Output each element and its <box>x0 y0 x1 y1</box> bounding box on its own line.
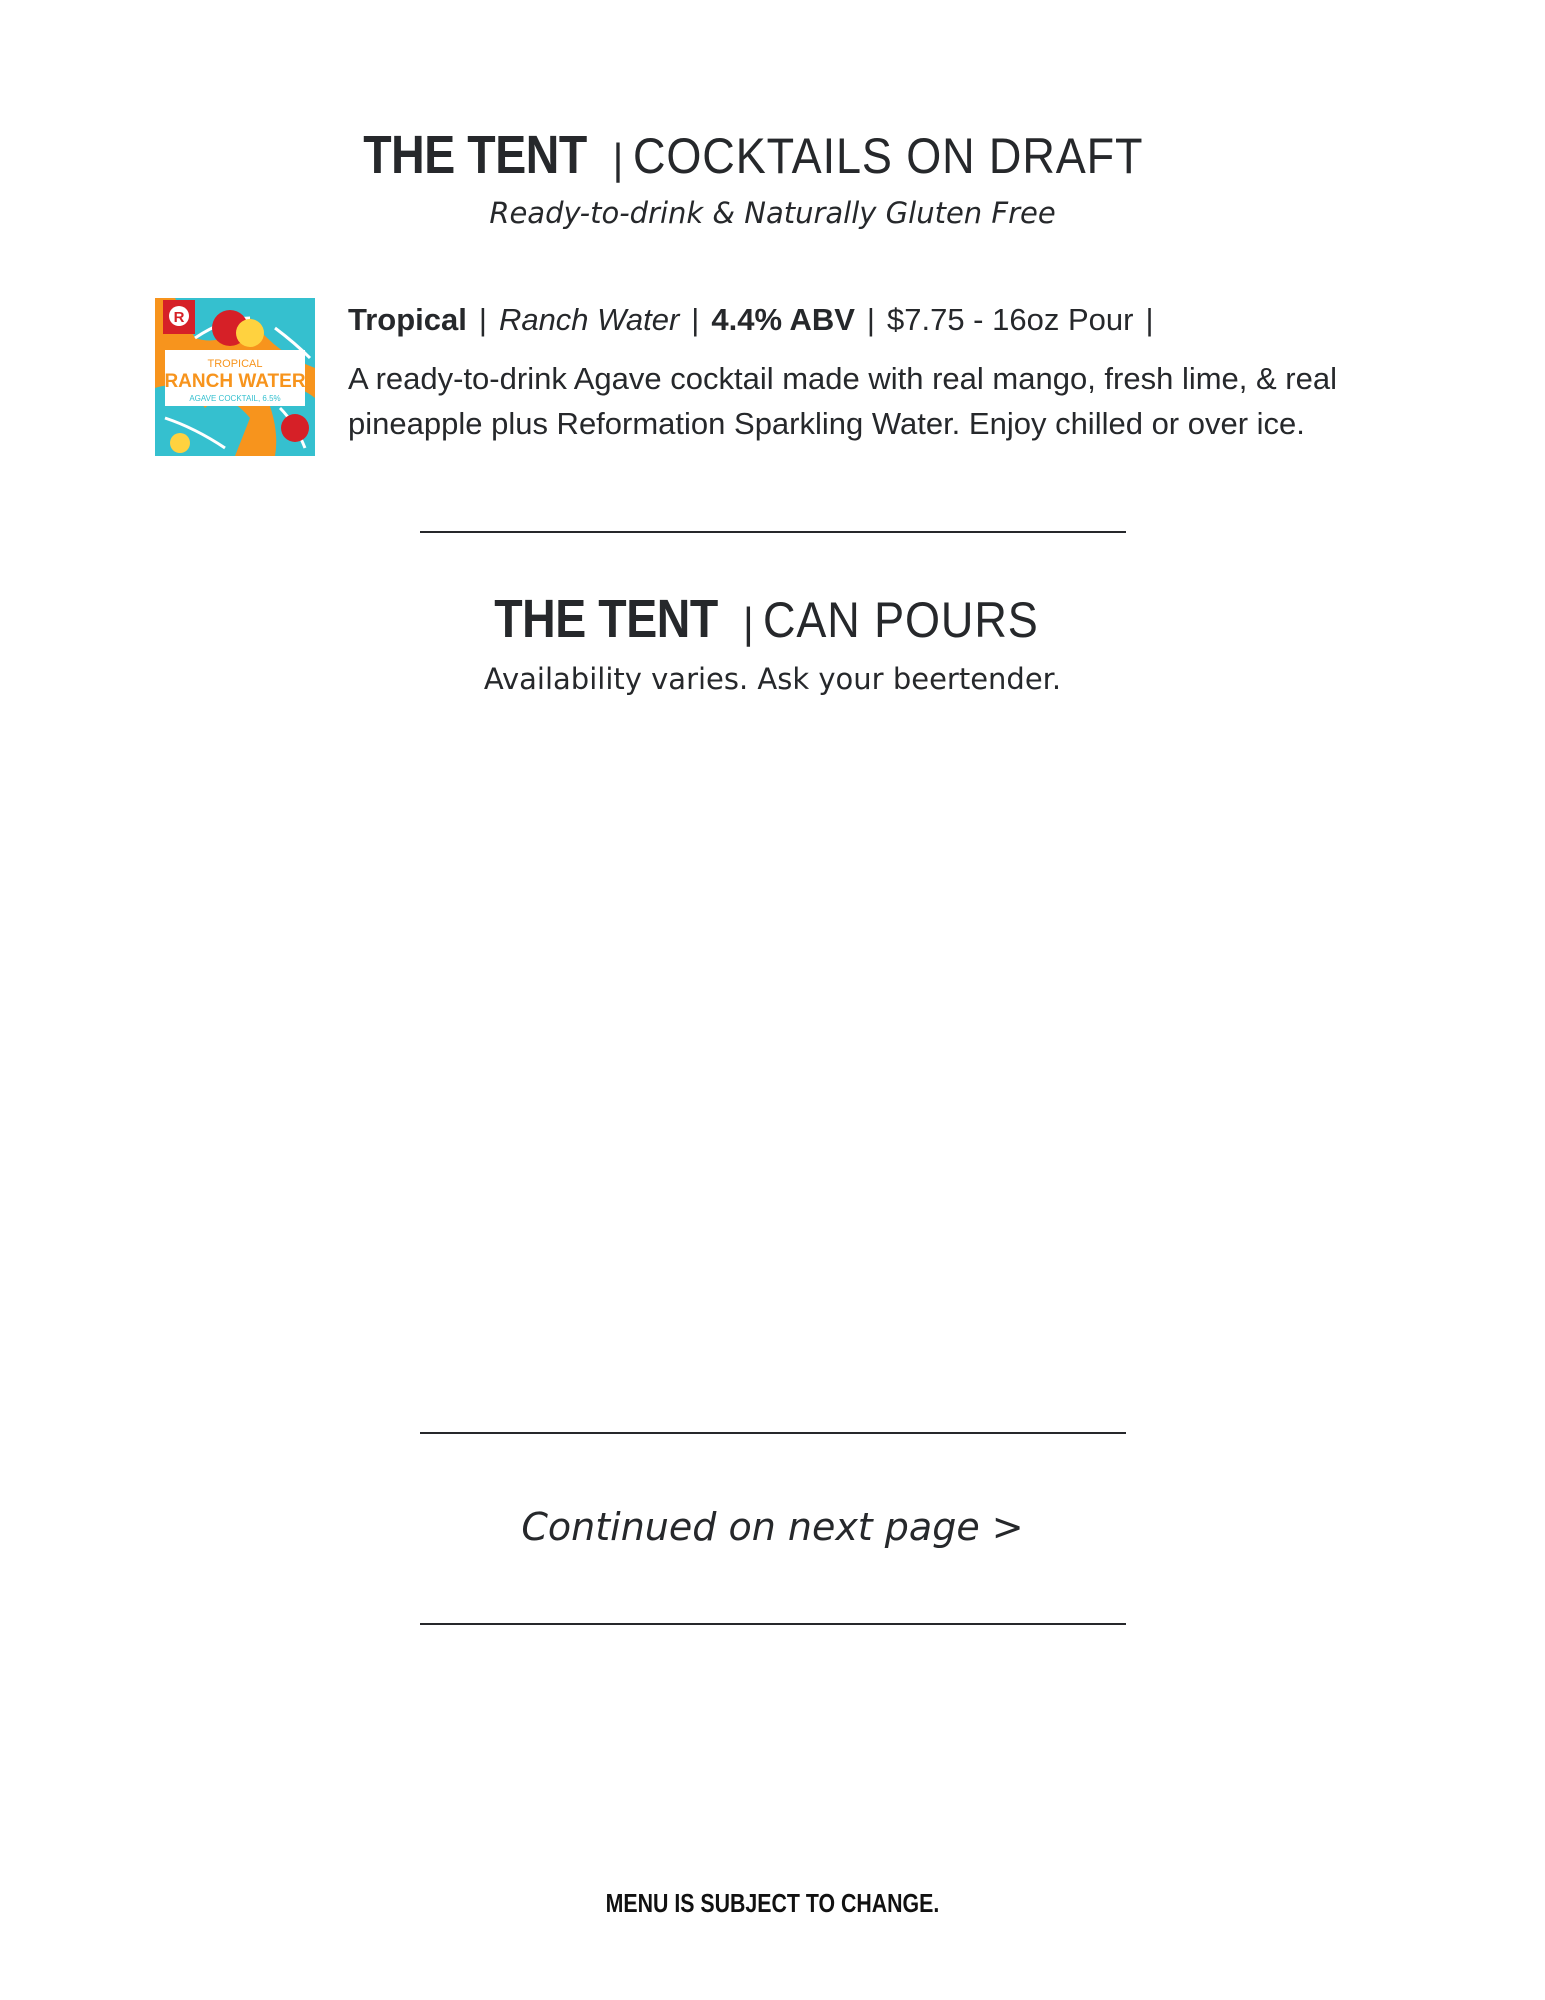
heading-separator: | <box>741 601 756 647</box>
meta-separator: | <box>691 302 700 337</box>
menu-change-note <box>0 1888 1545 1919</box>
divider-rule <box>420 1432 1126 1434</box>
product-style: Ranch Water <box>498 302 680 337</box>
product-description: A ready-to-drink Agave cocktail made with real mango, fresh lime, & real pineapple plus Reformation Sparkling Water. Enjoy chilled or over ice. <box>348 361 1338 441</box>
heading-separator: | <box>611 137 625 183</box>
section-title: COCKTAILS ON DRAFT <box>632 128 1144 184</box>
section-title: CAN POURS <box>763 592 1039 648</box>
label-line-1: TROPICAL <box>207 358 263 370</box>
product-name: Tropical <box>348 302 467 337</box>
meta-separator: | <box>1145 302 1154 337</box>
meta-separator: | <box>478 302 487 337</box>
continued-on-next-page: Continued on next page > <box>521 1505 1024 1549</box>
label-logo-letter: R <box>173 309 185 326</box>
product-price: $7.75 - 16oz Pour <box>886 302 1134 337</box>
tropical-ranch-water-label-image <box>155 298 315 456</box>
menu-change-note-text: MENU IS SUBJECT TO CHANGE. <box>605 1888 940 1918</box>
brand-name: THE TENT <box>493 589 718 649</box>
cans-section-heading <box>0 589 1545 649</box>
cans-section-subtitle: Availability varies. Ask your beertender. <box>483 662 1062 696</box>
label-line-2: RANCH WATER <box>164 371 306 392</box>
label-line-3: AGAVE COCKTAIL, 6.5% <box>189 394 281 403</box>
product-label-art <box>155 298 315 456</box>
product-abv: 4.4% ABV <box>711 302 855 337</box>
meta-separator: | <box>866 302 875 337</box>
product-meta-line <box>348 302 1166 338</box>
draft-section-subtitle: Ready-to-drink & Naturally Gluten Free <box>489 196 1056 230</box>
divider-rule <box>420 531 1126 533</box>
draft-section-heading <box>0 125 1545 185</box>
divider-rule <box>420 1623 1126 1625</box>
brand-name: THE TENT <box>363 125 587 185</box>
